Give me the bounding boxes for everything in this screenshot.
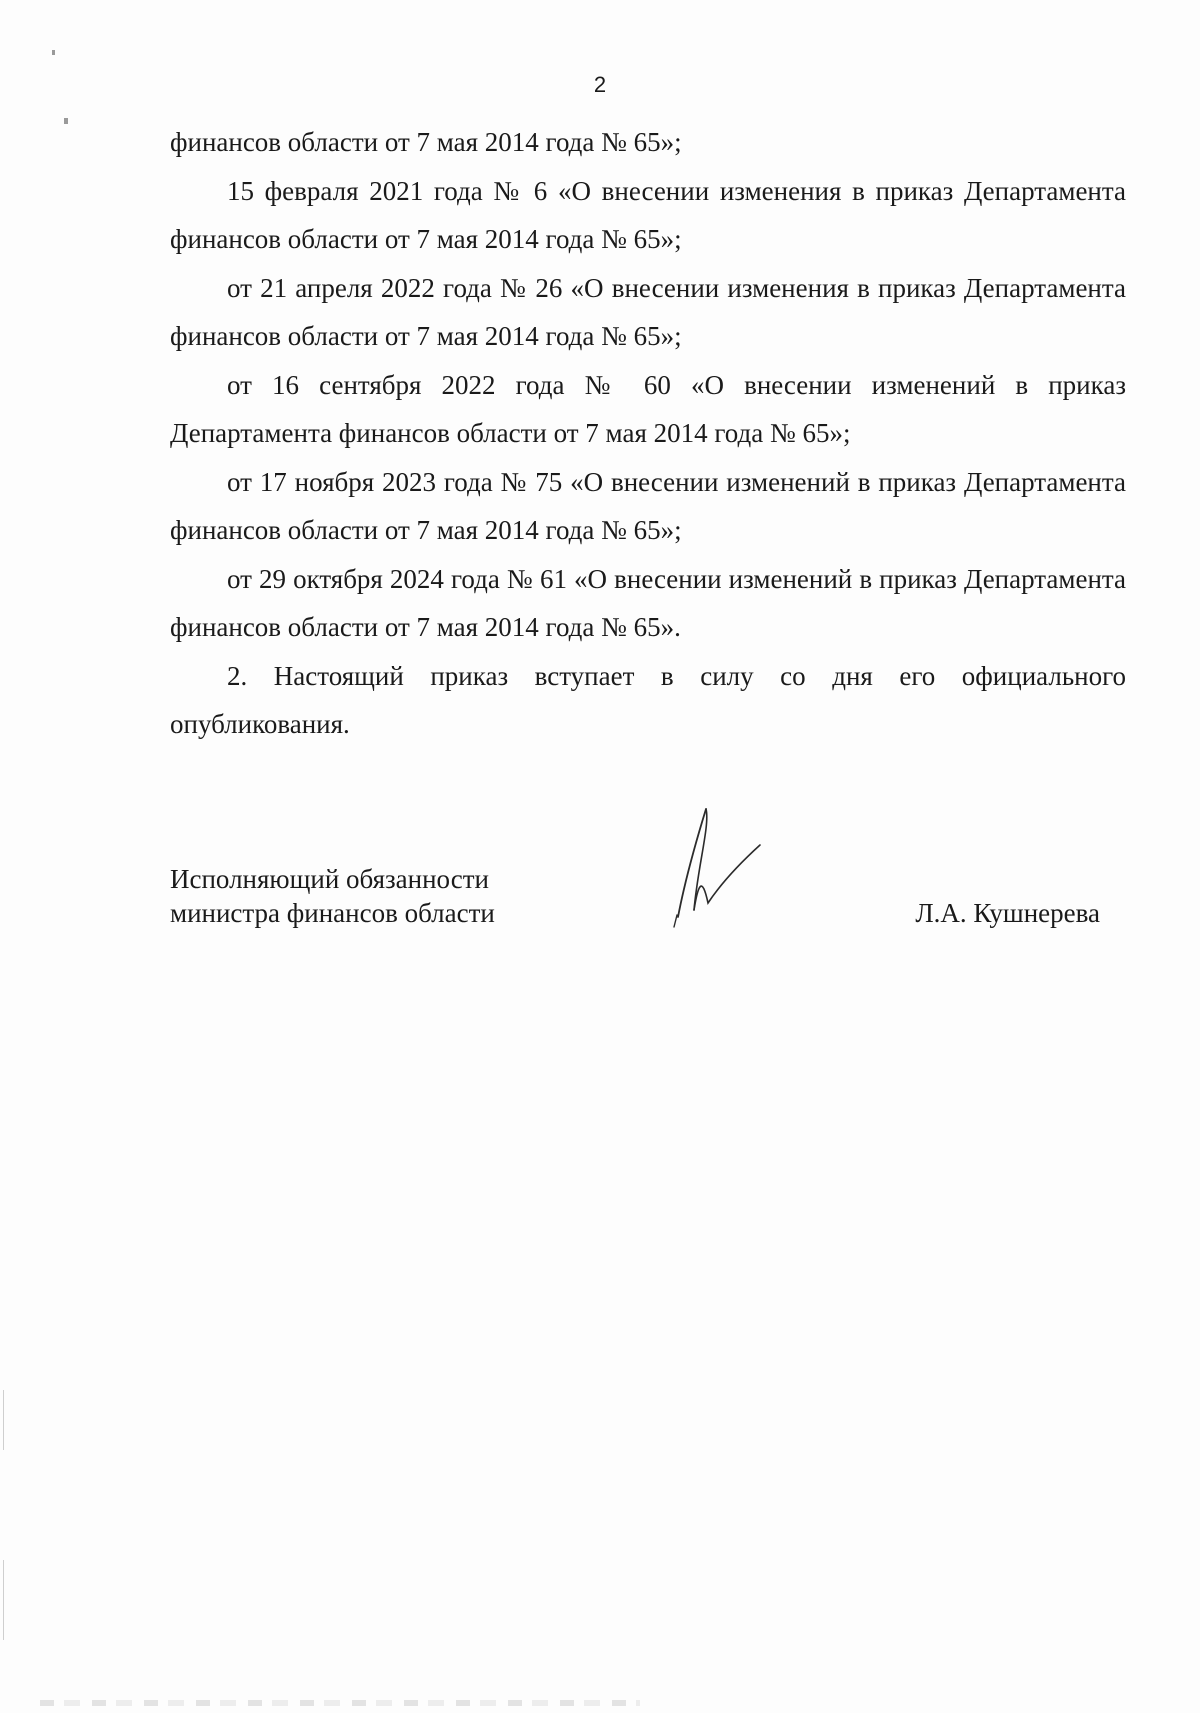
paragraph-amendment: от 17 ноября 2023 года № 75 «О внесении изменений в приказ Департамента финансов области от 7 мая 2014 года № 65»; [170,466,1126,545]
signer-position-line: министра финансов области [170,898,495,928]
paragraph-amendment: от 21 апреля 2022 года № 26 «О внесении изменения в приказ Департамента финансов области от 7 мая 2014 года № 65»; [170,272,1126,351]
signer-position [170,862,495,930]
paragraph-effective-date: 2. Настоящий приказ вступает в силу со дня его официального опубликования. [170,660,1126,739]
document-body [170,118,1126,749]
paragraph-amendment: от 29 октября 2024 года № 61 «О внесении изменений в приказ Департамента финансов области от 7 мая 2014 года № 65». [170,563,1126,642]
scan-noise [40,1700,640,1706]
signer-position-line: Исполняющий обязанности [170,864,489,894]
paragraph-amendment: от 16 сентября 2022 года № 60 «О внесении изменений в приказ Департамента финансов области от 7 мая 2014 года № 65»; [170,369,1126,448]
scan-speck [64,118,68,124]
paragraph-amendment: 15 февраля 2021 года № 6 «О внесении изменения в приказ Департамента финансов области от 7 мая 2014 года № 65»; [170,175,1126,254]
scan-edge-line [3,1390,4,1450]
paragraph-continuation: финансов области от 7 мая 2014 года № 65»; [170,127,682,157]
signer-name: Л.А. Кушнерева [915,898,1100,928]
scan-edge-line [3,1560,4,1640]
scan-speck [52,50,55,55]
page-number: 2 [593,72,607,97]
signature-block [170,862,1126,952]
